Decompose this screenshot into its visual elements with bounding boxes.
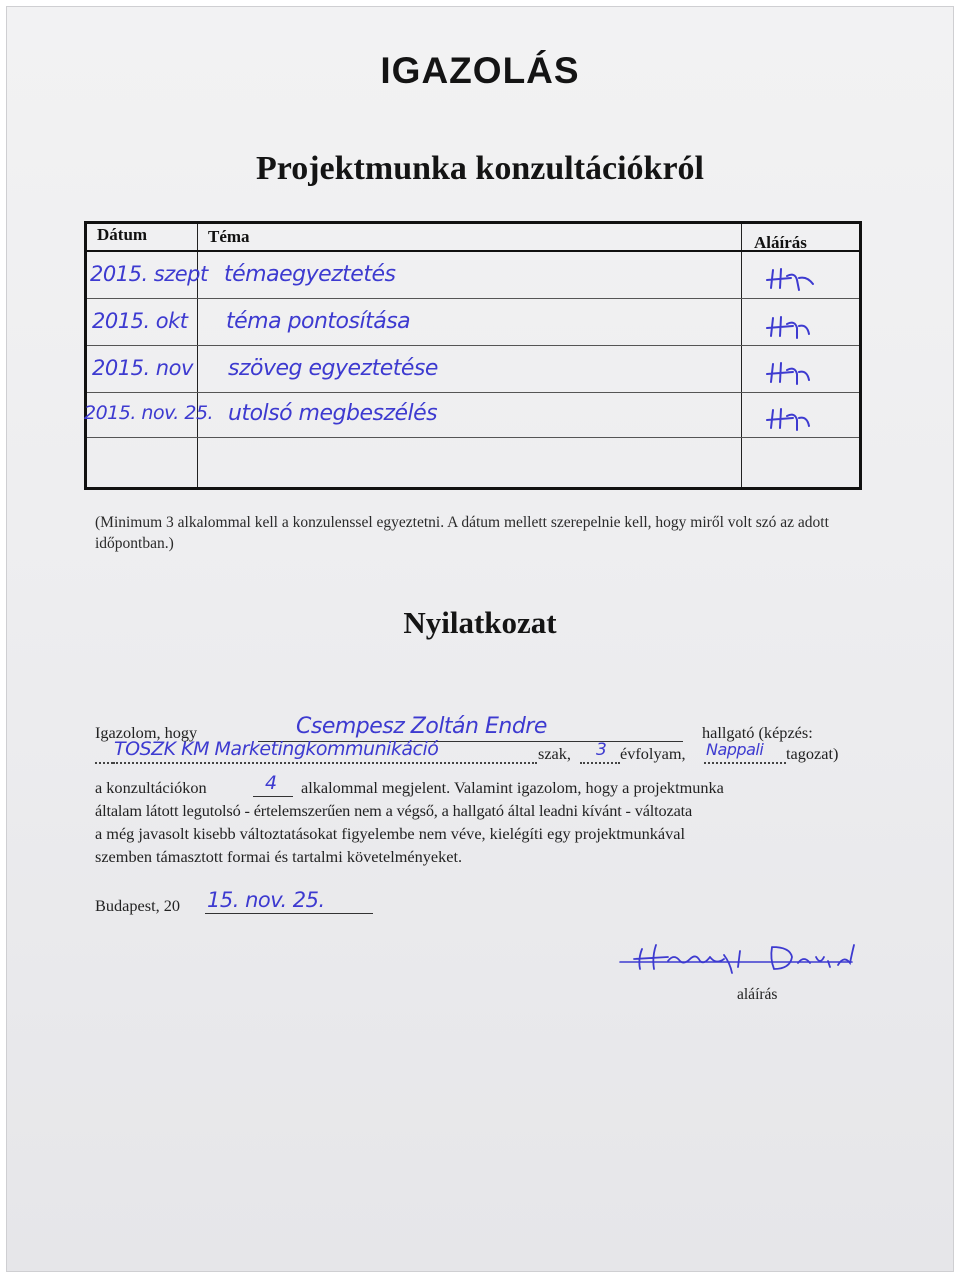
initials-signature	[763, 360, 823, 386]
table-footnote: (Minimum 3 alkalommal kell a konzulenssel egyeztetni. A dátum mellett szerepelnie kell, hogy miről volt szó az adott időpontban.)	[95, 514, 829, 552]
mode-value: Nappali	[706, 740, 764, 759]
szak-label: szak,	[538, 744, 571, 763]
document-title: IGAZOLÁS	[380, 50, 580, 91]
declaration-line1-suffix: hallgató (képzés:	[702, 723, 813, 742]
year-dotted-line	[580, 762, 620, 764]
dotted-fill	[95, 762, 113, 764]
declaration-line4: általam látott legutolsó - értelemszerűen nem a végső, a hallgató által leadni kívánt - változata	[95, 801, 693, 820]
declaration-line6: szemben támasztott formai és tartalmi követelményeket.	[95, 847, 463, 866]
table-column-divider	[741, 224, 742, 487]
table-header-topic: Téma	[208, 227, 250, 246]
count-underline	[253, 796, 293, 797]
declaration-line5: a még javasolt kisebb változtatásokat figyelembe nem véve, kielégíti egy projektmunkával	[95, 824, 686, 843]
consultation-count: 4	[265, 772, 277, 794]
initials-signature	[763, 406, 823, 432]
training-name: TOSZK KM Marketingkommunikáció	[114, 738, 439, 760]
signature-label: aláírás	[737, 986, 778, 1003]
date-underline	[205, 913, 373, 914]
table-row-divider	[87, 345, 859, 346]
declaration-title: Nyilatkozat	[403, 605, 557, 640]
training-dotted-line	[113, 762, 537, 764]
table-header-signature: Aláírás	[754, 233, 807, 252]
table-row-divider	[87, 392, 859, 393]
table-row-date: 2015. nov	[92, 356, 193, 380]
table-row-date: 2015. okt	[92, 309, 188, 333]
table-row-topic: témaegyeztetés	[224, 262, 396, 287]
evfolyam-label: évfolyam,	[620, 744, 686, 763]
table-header-divider	[87, 250, 859, 252]
place-label: Budapest, 20	[95, 896, 181, 915]
table-row-date: 2015. szept	[90, 262, 208, 286]
table-row-divider	[87, 437, 859, 438]
handwritten-signature	[612, 935, 862, 980]
table-row-divider	[87, 298, 859, 299]
initials-signature	[763, 266, 823, 292]
table-row-topic: utolsó megbeszélés	[228, 401, 438, 426]
table-row-topic: téma pontosítása	[226, 309, 411, 334]
declaration-line1-prefix: Igazolom, hogy	[95, 723, 198, 742]
initials-signature	[763, 314, 823, 340]
declaration-line3-prefix: a konzultációkon	[95, 778, 207, 797]
handwritten-date: 15. nov. 25.	[207, 888, 325, 912]
table-row-date: 2015. nov. 25.	[84, 402, 214, 424]
declaration-line3-suffix: alkalommal megjelent. Valamint igazolom, hogy a projektmunka	[301, 778, 724, 797]
mode-dotted-line	[704, 762, 786, 764]
table-row-topic: szöveg egyeztetése	[228, 356, 438, 381]
year-value: 3	[596, 740, 607, 760]
tagozat-label: tagozat)	[786, 744, 839, 763]
student-name: Csempesz Zoltán Endre	[296, 714, 547, 739]
document-subtitle: Projektmunka konzultációkról	[255, 150, 704, 187]
table-header-date: Dátum	[97, 225, 148, 244]
